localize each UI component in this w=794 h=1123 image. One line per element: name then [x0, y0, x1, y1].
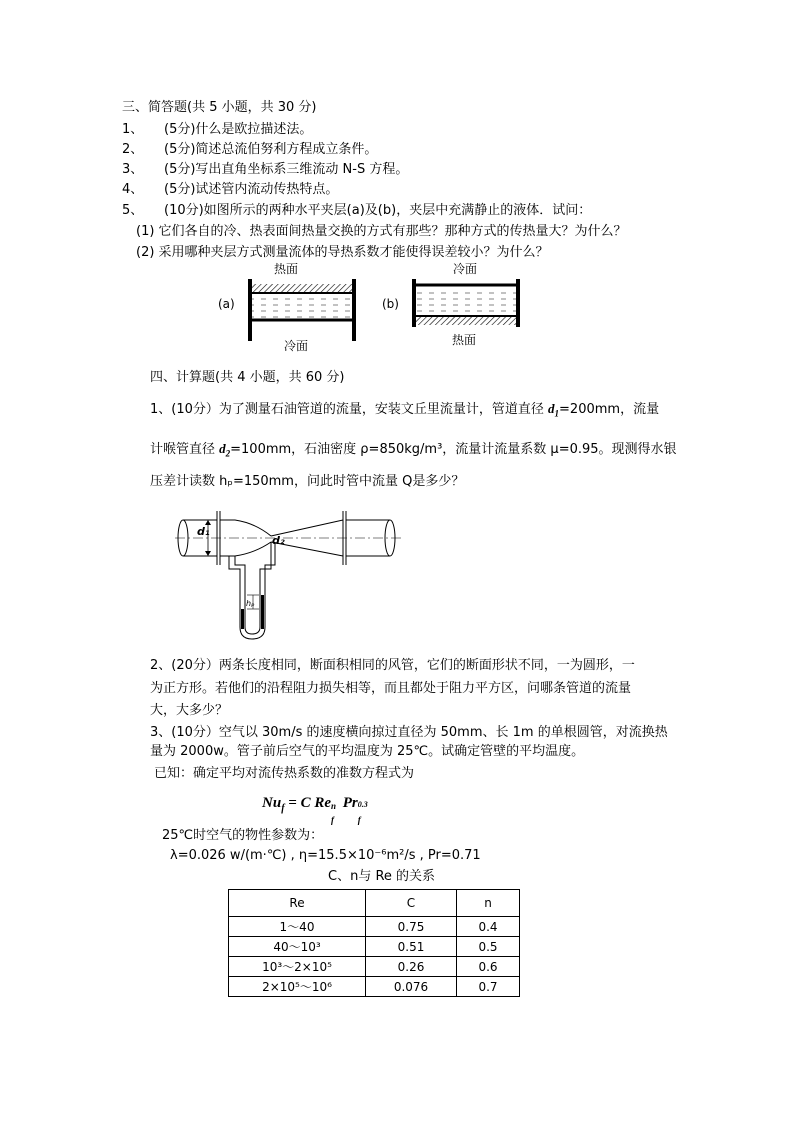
question-text: (5分)简述总流伯努利方程成立条件。: [164, 142, 378, 157]
question-text: (5分)什么是欧拉描述法。: [164, 122, 313, 137]
table-cell: 0.6: [457, 957, 520, 977]
venturi-figure: [175, 507, 405, 643]
fig-b-bottom-label: 热面: [451, 333, 477, 347]
table-cell: 0.26: [366, 957, 457, 977]
question-3-5-sub1: (1) 它们各自的冷、热表面间热量交换的方式有那些？那种方式的传热量大？为什么？: [136, 224, 627, 239]
table-row: [229, 977, 520, 997]
table-cell: 0.75: [366, 917, 457, 937]
text: Nu: [262, 795, 282, 811]
table-cell: 1～40: [229, 917, 366, 937]
table-cell: 0.5: [457, 937, 520, 957]
table-cell: 0.51: [366, 937, 457, 957]
q4-1-line2: [150, 441, 677, 462]
table-header-row: [229, 890, 520, 917]
layer-figure: [200, 260, 540, 355]
fig-d2-label: d₂: [272, 534, 285, 547]
question-3-5-sub2: (2) 采用哪种夹层方式测量流体的导热系数才能使得误差较小？为什么？: [136, 245, 549, 260]
q4-1-line3: 压差计读数 hₚ=150mm，问此时管中流量 Q是多少？: [150, 474, 465, 489]
table-cell: 40～10³: [229, 937, 366, 957]
question-number: 1、: [122, 122, 144, 137]
fig-b-label: (b): [382, 297, 399, 311]
fig-a-label: (a): [218, 297, 235, 311]
d2-symbol: d: [219, 441, 226, 456]
text: f: [331, 815, 334, 825]
d1-symbol: d: [548, 401, 555, 416]
fig-b-top-label: 冷面: [452, 262, 478, 276]
question-3-3: [122, 162, 409, 178]
table-header: Re: [229, 890, 366, 917]
fig-a-top-label: 热面: [273, 262, 299, 276]
fig-d1-label: d₁: [197, 525, 210, 538]
c-n-re-table: [228, 889, 520, 997]
question-3-4: [122, 182, 339, 198]
q4-2-line2: 为正方形。若他们的沿程阻力损失相等，而且都处于阻力平方区，问哪条管道的流量: [150, 681, 632, 696]
text: 0.3: [357, 800, 368, 809]
table-cell: 10³～2×10⁵: [229, 957, 366, 977]
question-text: (5分)试述管内流动传热特点。: [164, 182, 339, 197]
fig-b-liquid: [416, 290, 516, 314]
nusselt-formula: [262, 795, 372, 825]
question-text: (5分)写出直角坐标系三维流动 N-S 方程。: [164, 162, 409, 177]
d1-subscript: 1: [554, 408, 560, 419]
table-row: [229, 957, 520, 977]
table-header: n: [457, 890, 520, 917]
question-3-1: [122, 122, 313, 138]
q4-3-line1: 3、(10分）空气以 30m/s 的速度横向掠过直径为 50mm、长 1m 的单根圆管，对流换热: [150, 725, 668, 740]
q4-3-props: λ=0.026 w/(m·℃) , η=15.5×10⁻⁶m²/s , Pr=0.71: [170, 848, 481, 863]
table-row: [229, 937, 520, 957]
table-cell: 0.4: [457, 917, 520, 937]
text: =100mm，石油密度 ρ=850kg/m³，流量计流量系数 μ=0.95。现测得水银: [230, 442, 677, 457]
fig-hp-label: hₚ: [246, 599, 255, 608]
q4-1-line1: [150, 401, 659, 422]
table-row: [229, 917, 520, 937]
section4-title: 四、计算题(共 4 小题，共 60 分): [150, 370, 345, 385]
table-caption: C、n与 Re 的关系: [328, 869, 436, 884]
table-cell: 0.076: [366, 977, 457, 997]
fig-a-bottom-label: 冷面: [283, 339, 309, 353]
q4-2-line3: 大，大多少？: [150, 703, 229, 718]
table-header: C: [366, 890, 457, 917]
section3-title: 三、简答题(共 5 小题，共 30 分): [122, 100, 317, 115]
text: f: [281, 803, 285, 814]
text: 1、(10分）为了测量石油管道的流量，安装文丘里流量计，管道直径: [150, 402, 549, 417]
text: f: [357, 815, 361, 825]
d2-subscript: 2: [225, 448, 231, 459]
text: =200mm，流量: [559, 402, 660, 417]
text: = C Re: [284, 795, 331, 811]
question-number: 4、: [122, 182, 144, 197]
question-number: 3、: [122, 162, 144, 177]
fig-a-liquid: [252, 296, 352, 318]
fig-a-hot-plate: [252, 284, 352, 293]
question-3-5: [122, 203, 592, 219]
table-cell: 0.7: [457, 977, 520, 997]
q4-3-line2: 量为 2000w。管子前后空气的平均温度为 25℃。试确定管壁的平均温度。: [150, 744, 585, 759]
question-3-2: [122, 142, 378, 158]
fig-b-hot-plate: [416, 317, 516, 325]
q4-3-props-title: 25℃时空气的物性参数为：: [162, 828, 324, 843]
question-text: (10分)如图所示的两种水平夹层(a)及(b)，夹层中充满静止的液体．试问：: [164, 203, 592, 218]
text: Pr: [339, 795, 358, 811]
question-number: 5、: [122, 203, 144, 218]
q4-2-line1: 2、(20分）两条长度相同，断面积相同的风管，它们的断面形状不同，一为圆形，一: [150, 658, 635, 673]
text: 计喉管直径: [150, 442, 220, 457]
q4-3-line3: 已知：确定平均对流传热系数的准数方程式为: [154, 766, 415, 781]
table-cell: 2×10⁵～10⁶: [229, 977, 366, 997]
question-number: 2、: [122, 142, 144, 157]
text: n: [331, 801, 337, 811]
